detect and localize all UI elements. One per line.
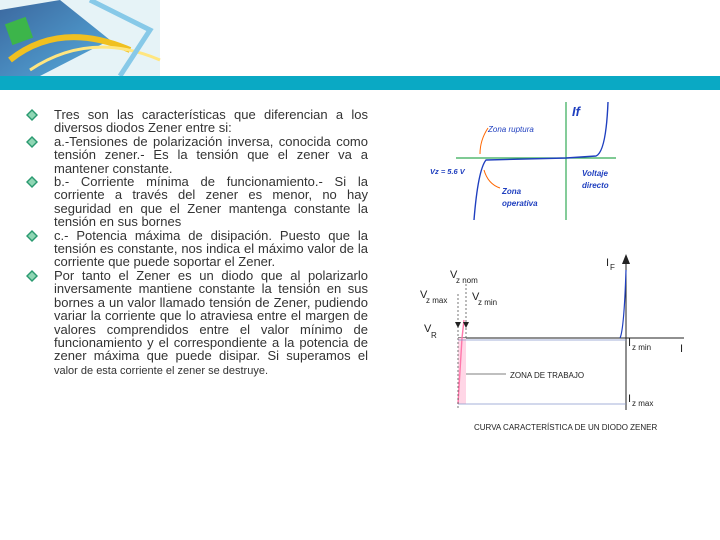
iz-max-label: z max <box>632 399 654 408</box>
iz-min-i: I <box>628 337 632 349</box>
marker-arrow-icon <box>455 322 461 328</box>
bullet-item <box>26 175 368 229</box>
bullet-item <box>26 229 368 269</box>
iz-max-i: I <box>628 393 632 405</box>
vz-min-v: V <box>472 291 480 303</box>
bullet-item <box>26 108 368 135</box>
zona-label: Zona <box>502 187 522 196</box>
forward-curve <box>620 270 626 338</box>
voltaje-label: Voltaje <box>582 169 608 178</box>
header-banner <box>0 0 720 90</box>
bullet-text: Tres son las características que diferencian a los diversos diodos Zener entre si: <box>54 107 368 136</box>
bullet-item <box>26 269 368 378</box>
figure-caption: CURVA CARACTERÍSTICA DE UN DIODO ZENER <box>474 423 658 432</box>
vz-nom-v: V <box>450 269 458 281</box>
characteristic-curve <box>474 102 608 220</box>
bullet-item <box>26 135 368 175</box>
vz-min-label: z min <box>478 298 498 307</box>
if-axis-label: I <box>606 257 610 269</box>
vr-v: V <box>424 323 432 335</box>
zener-working-zone-figure <box>414 250 704 438</box>
diamond-bullet-icon <box>26 176 38 188</box>
vr-subscript: R <box>431 331 437 340</box>
bullet-text: c.- Potencia máxima de disipación. Puesto que la tensión es constante, nos indica el máximo valor de la corriente que puede soportar el Zener. <box>54 227 368 270</box>
zona-ruptura-label: Zona ruptura <box>488 125 534 134</box>
axis-arrow-icon <box>622 254 630 264</box>
diamond-bullet-icon <box>26 270 38 282</box>
if-subscript: F <box>610 263 615 272</box>
bullet-text: a.-Tensiones de polarización inversa, conocida como tensión zener.- Es la tensión que el zener va a mantener constante. <box>54 133 368 176</box>
operativa-label: operativa <box>502 199 538 208</box>
vz-max-label: z max <box>426 296 448 305</box>
vz-nom-label: z nom <box>456 276 478 285</box>
diamond-bullet-icon <box>26 109 38 121</box>
bullet-text: Por tanto el Zener es un diodo que al polarizarlo inversamente mantiene constante la tensión en sus bornes a un valor llamado tensión de Zener, pudiendo variar la corriente que lo atraviesa entre el margen de valores comprendidos entre el valor mínimo de funcionamiento y el correspondiente a la potencia de zener máxima que puede disipar. Si superamos el <box>54 267 368 364</box>
vz-label: Vz = 5.6 V <box>430 167 465 176</box>
if-label: If <box>572 104 580 119</box>
bullet-text: b.- Corriente mínima de funcionamiento.- Si la corriente a través del zener es menor, no hay seguridad en que el Zener mantenga constante la tensión en sus bornes <box>54 174 368 230</box>
bullet-text-trail: valor de esta corriente el zener se destruye. <box>54 364 269 377</box>
working-zone-label: ZONA DE TRABAJO <box>510 371 585 380</box>
pointer-arrow <box>484 170 500 188</box>
diamond-bullet-icon <box>26 136 38 148</box>
bullet-list <box>26 108 368 378</box>
zener-curve-figure <box>428 100 618 224</box>
directo-label: directo <box>582 181 609 190</box>
ir-i: I <box>680 343 684 355</box>
diamond-bullet-icon <box>26 230 38 242</box>
iz-min-label: z min <box>632 343 652 352</box>
teal-divider-bar <box>0 76 720 90</box>
pointer-arrow <box>480 128 488 154</box>
vz-max-v: V <box>420 289 428 301</box>
